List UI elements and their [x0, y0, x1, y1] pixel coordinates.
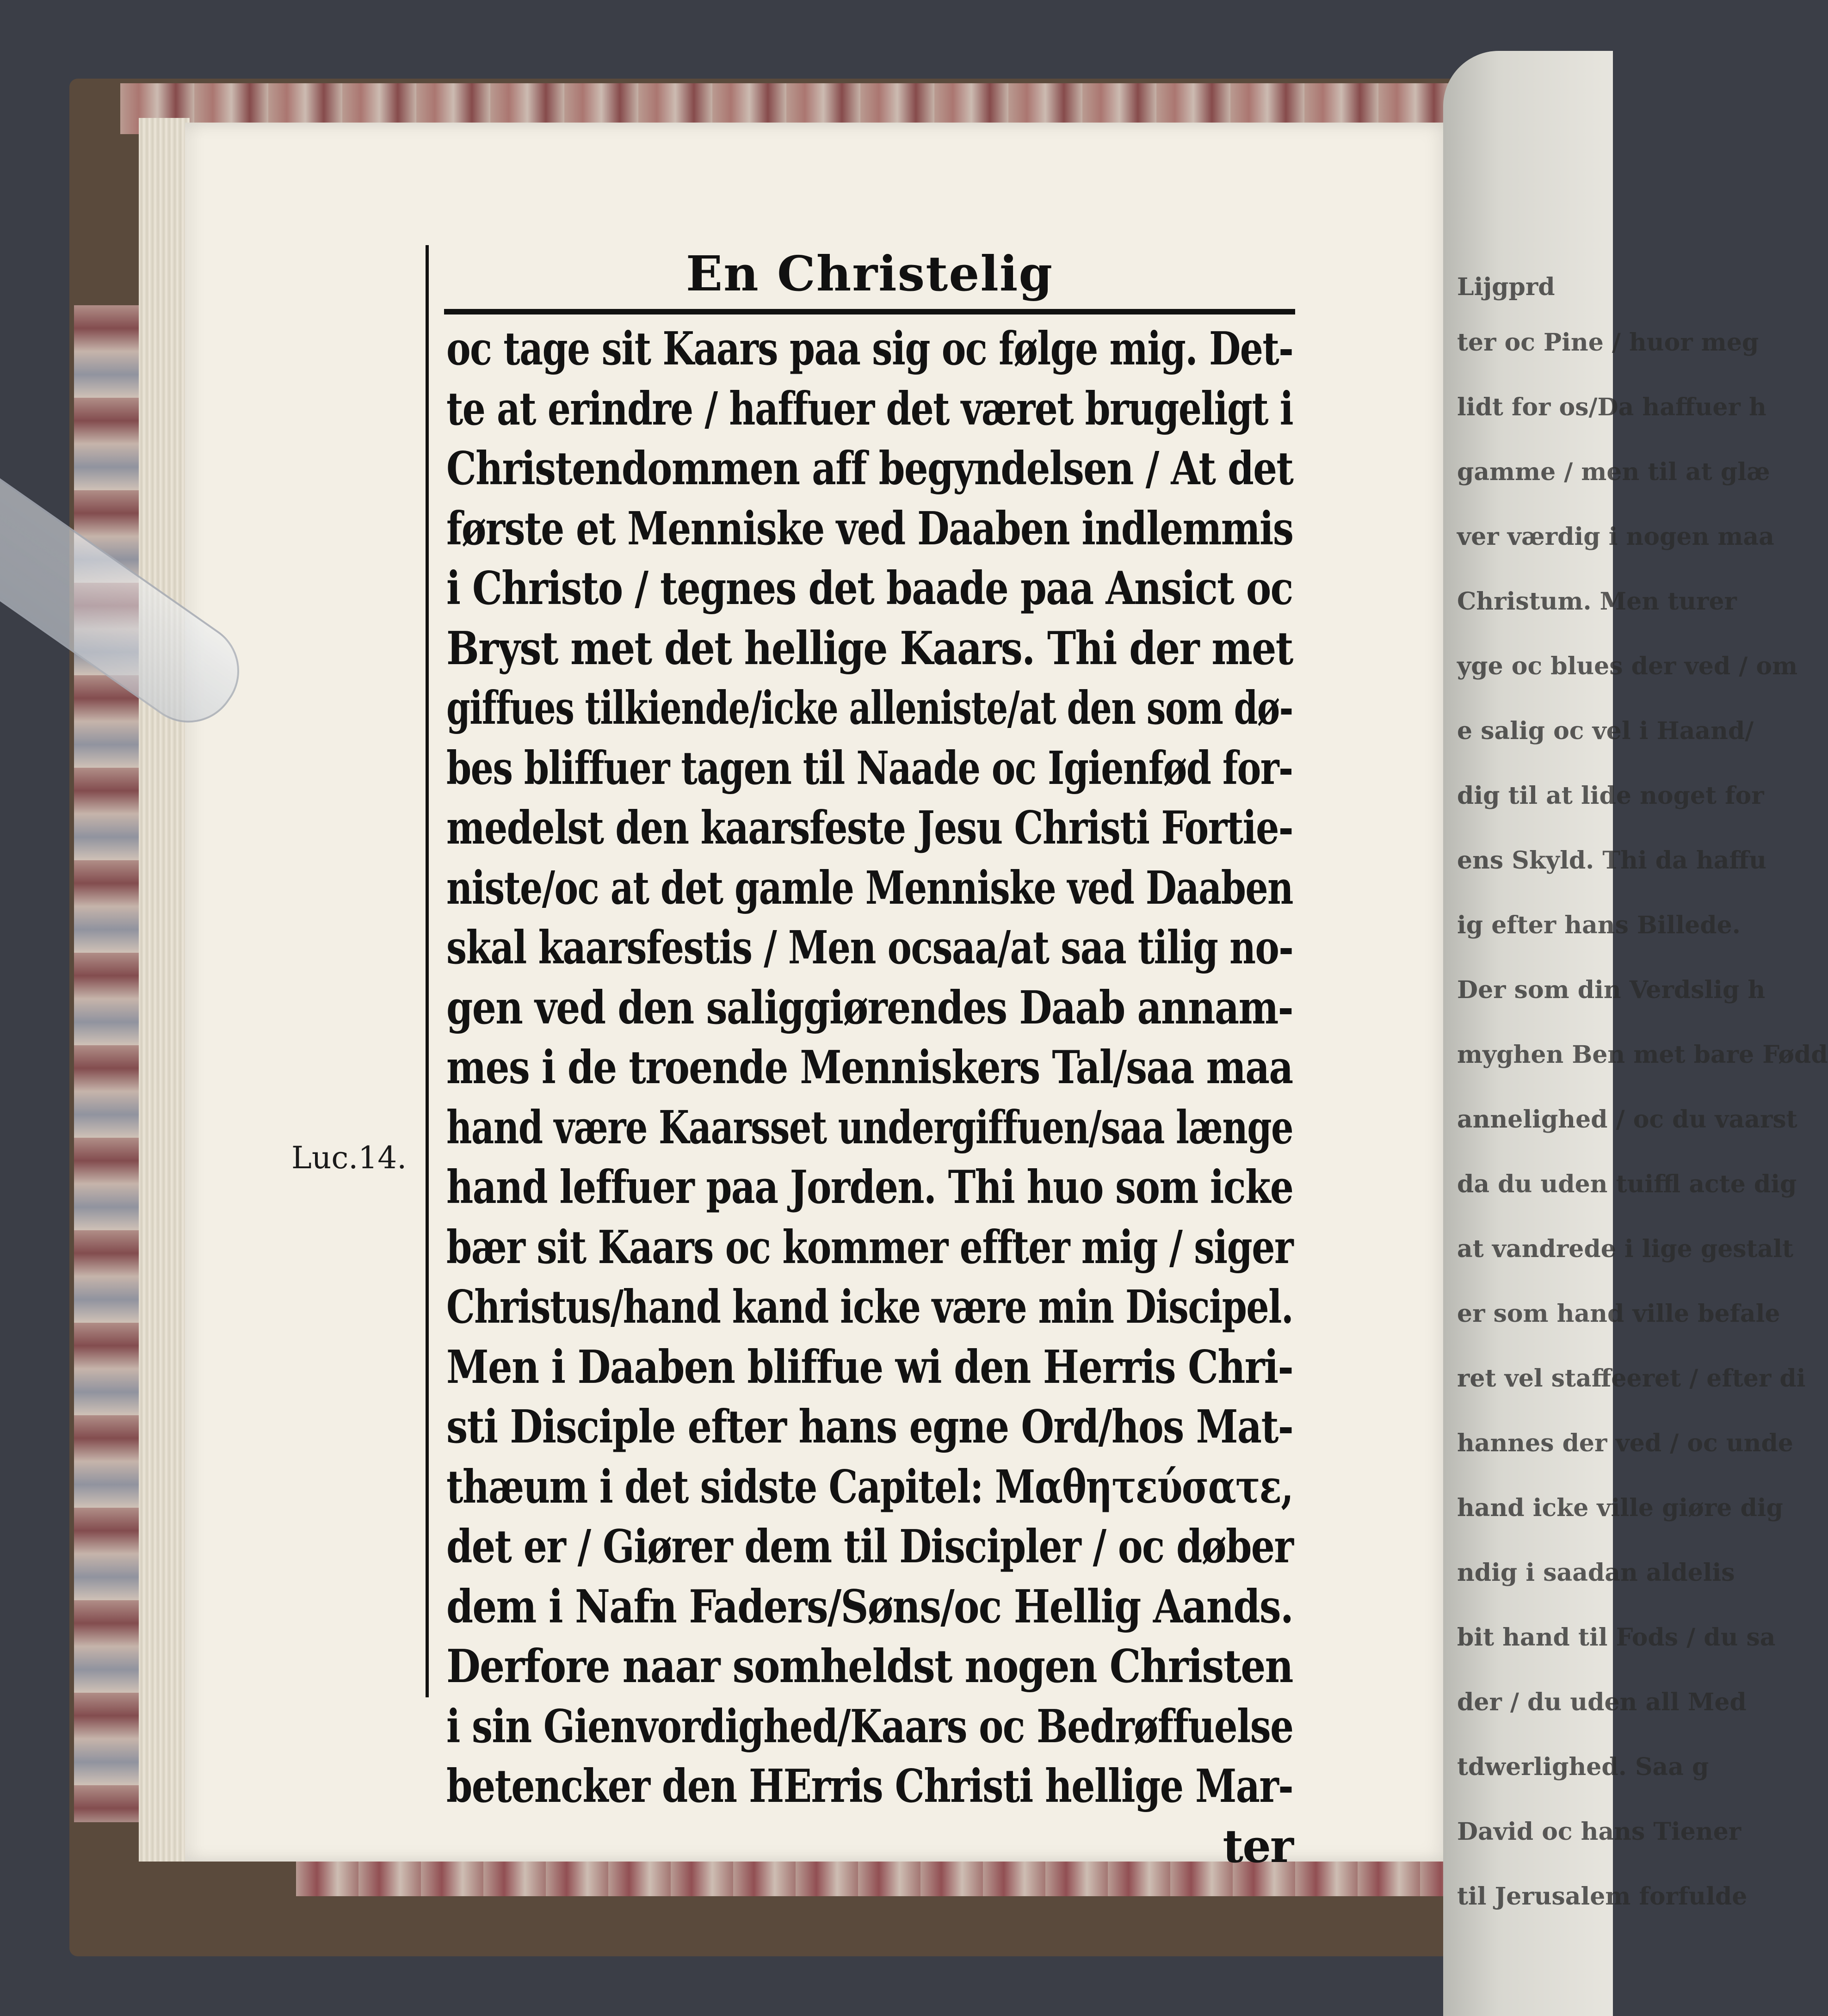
text-line: ter	[1223, 1819, 1293, 1873]
text-line: te at erindre / haffuer det været brugeligt i	[446, 382, 1293, 436]
text-line: dem i Nafn Faders/Søns/oc Hellig Aands.	[446, 1580, 1293, 1634]
facing-page-line: e salig oc vel i Haand/	[1457, 717, 1754, 745]
text-line: Christus/hand kand icke være min Discipel.	[446, 1281, 1293, 1334]
text-line: medelst den kaarsfeste Jesu Christi Fortie-	[446, 801, 1293, 855]
page-edges	[139, 118, 190, 1862]
facing-page-line: ver værdig i nogen maa	[1457, 523, 1774, 551]
running-head: En Christelig	[686, 245, 1054, 302]
text-line: Bryst met det hellige Kaars. Thi der met	[446, 622, 1293, 675]
facing-page-line: annelighed / oc du vaarst	[1457, 1105, 1797, 1134]
marbled-endpaper-left	[74, 305, 139, 1822]
text-line: bes bliffuer tagen til Naade oc Igienfød for-	[446, 741, 1293, 795]
text-line: mes i de troende Menniskers Tal/saa maa	[446, 1041, 1293, 1094]
margin-reference: Luc.14.	[291, 1140, 407, 1176]
facing-page-line: bit hand til Fods / du sa	[1457, 1623, 1776, 1652]
facing-page-line: Lijgprd	[1457, 273, 1555, 301]
text-line: hand være Kaarsset undergiffuen/saa længe	[446, 1101, 1293, 1154]
facing-page-line: Christum. Men turer	[1457, 587, 1737, 616]
facing-page-line: da du uden tuiffl acte dig	[1457, 1170, 1797, 1198]
facing-page-line: ig efter hans Billede.	[1457, 911, 1741, 939]
text-line: Derfore naar somheldst nogen Christen	[446, 1640, 1293, 1693]
text-line: i sin Gienvordighed/Kaars oc Bedrøffuelse	[446, 1700, 1293, 1753]
text-line: i Christo / tegnes det baade paa Ansict oc	[446, 562, 1293, 615]
facing-page-line: David oc hans Tiener	[1457, 1818, 1742, 1846]
facing-page-line: ret vel staffeeret / efter di	[1457, 1364, 1806, 1393]
facing-page	[1443, 51, 1828, 2016]
text-line: hand leffuer paa Jorden. Thi huo som icke	[446, 1161, 1293, 1214]
text-line: Men i Daaben bliffue wi den Herris Chri-	[446, 1340, 1293, 1394]
facing-page-line: ndig i saadan aldelis	[1457, 1559, 1735, 1587]
text-line: sti Disciple efter hans egne Ord/hos Mat-	[446, 1400, 1293, 1454]
facing-page-line: til Jerusalem forfulde	[1457, 1882, 1748, 1911]
facing-page-line: tdwerlighed. Saa g	[1457, 1753, 1709, 1781]
facing-page-line: dig til at lide noget for	[1457, 782, 1764, 810]
text-line: giffues tilkiende/icke alleniste/at den som dø-	[446, 682, 1293, 735]
text-line: oc tage sit Kaars paa sig oc følge mig. Det-	[446, 322, 1293, 376]
vertical-rule	[426, 245, 429, 1697]
facing-page-line: lidt for os/Da haffuer h	[1457, 393, 1766, 421]
facing-page-line: Der som din Verdslig h	[1457, 976, 1766, 1004]
facing-page-line: der / du uden all Med	[1457, 1688, 1747, 1716]
facing-page-line: hand icke ville giøre dig	[1457, 1494, 1783, 1522]
text-line: niste/oc at det gamle Menniske ved Daaben	[446, 861, 1293, 915]
facing-page-line: at vandrede i lige gestalt	[1457, 1235, 1794, 1263]
text-line: thæum i det sidste Capitel: Μαθητεύσατε,	[446, 1460, 1293, 1514]
text-line: betencker den HErris Christi hellige Mar-	[446, 1760, 1293, 1813]
page-body	[446, 319, 1302, 1876]
facing-page-line: myghen Ben met bare Fødd	[1457, 1041, 1828, 1069]
text-line: gen ved den saliggiørendes Daab annam-	[446, 981, 1293, 1035]
facing-page-line: hannes der ved / oc unde	[1457, 1429, 1793, 1457]
text-line: bær sit Kaars oc kommer effter mig / siger	[446, 1221, 1293, 1274]
facing-page-line: ter oc Pine / huor meg	[1457, 328, 1759, 357]
facing-page-line: ens Skyld. Thi da haffu	[1457, 846, 1766, 875]
text-line: første et Menniske ved Daaben indlemmis	[446, 502, 1293, 555]
text-line: det er / Giører dem til Discipler / oc døber	[446, 1520, 1293, 1573]
facing-page-line: yge oc blues der ved / om	[1457, 652, 1798, 680]
text-line: skal kaarsfestis / Men ocsaa/at saa tilig no-	[446, 921, 1293, 974]
header-rule	[444, 309, 1295, 314]
facing-page-line: gamme / men til at glæ	[1457, 458, 1770, 486]
facing-page-line: er som hand ville befale	[1457, 1300, 1780, 1328]
text-line: Christendommen aff begyndelsen / At det	[446, 442, 1293, 495]
